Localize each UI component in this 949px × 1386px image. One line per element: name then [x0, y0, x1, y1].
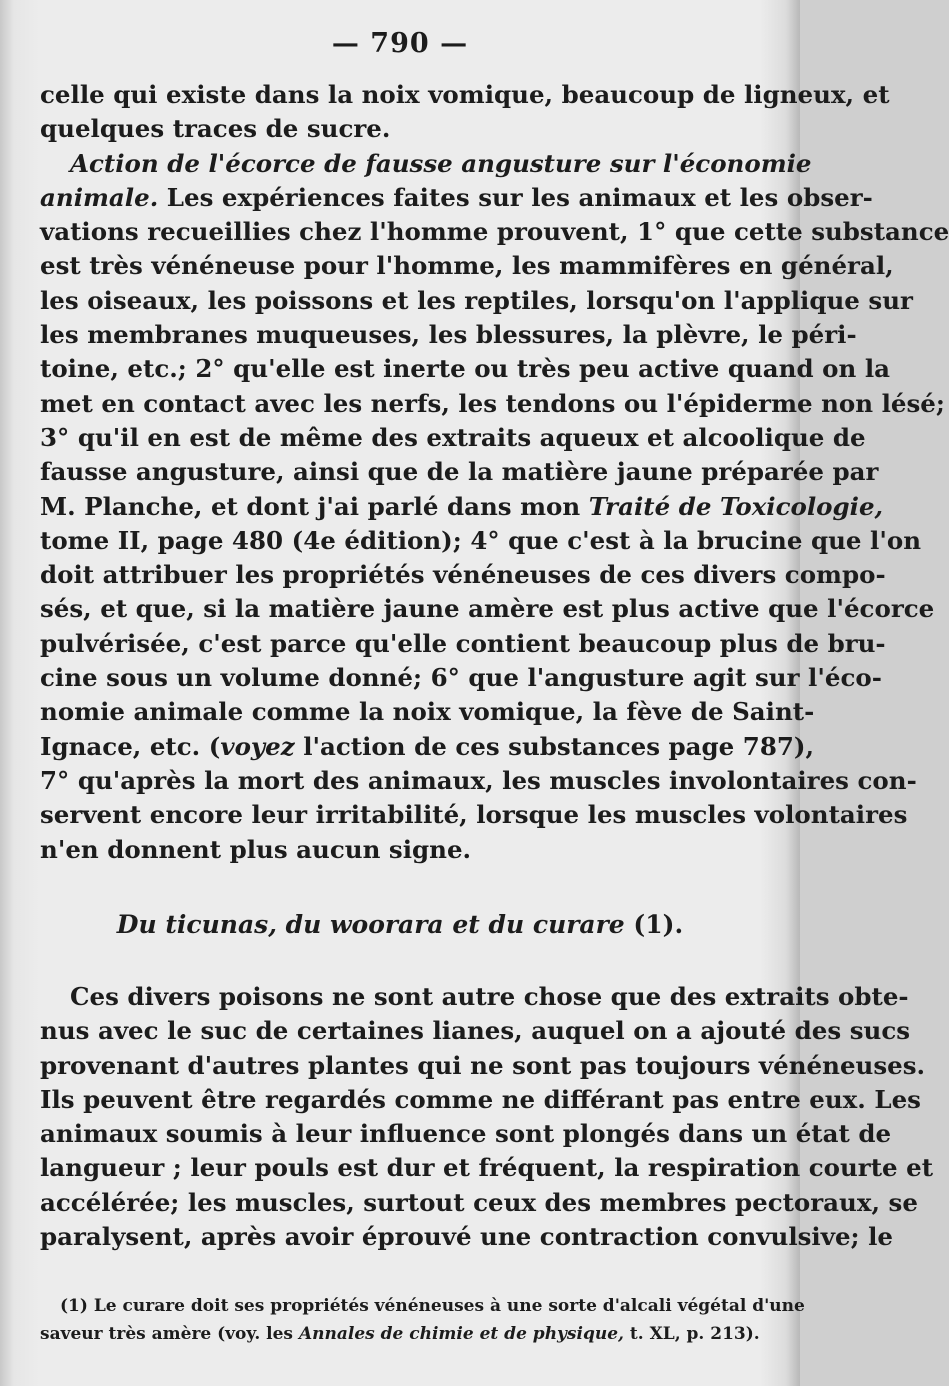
text-span: M. Planche, et dont j'ai parlé dans mon — [40, 491, 581, 521]
text-line: toine, etc.; 2° qu'elle est inerte ou très peu active quand on la — [40, 354, 891, 384]
footnote — [40, 1292, 805, 1348]
text-line: 3° qu'il en est de même des extraits aqueux et alcoolique de — [40, 422, 866, 452]
text-span-italic: voyez — [220, 731, 295, 761]
text-line: doit attribuer les propriétés vénéneuses de ces divers compo- — [40, 560, 886, 590]
text-line: tome II, page 480 (4e édition); 4° que c'est à la brucine que l'on — [40, 525, 922, 555]
subsection-title: Action de l'écorce de fausse angusture sur l'économie — [70, 148, 812, 178]
text-line: fausse angusture, ainsi que de la matière jaune préparée par — [40, 457, 879, 487]
paragraph-angusture — [40, 78, 949, 867]
text-line: nomie animale comme la noix vomique, la fève de Saint- — [40, 697, 815, 727]
page-number: — 790 — — [331, 28, 469, 59]
text-line: sés, et que, si la matière jaune amère est plus active que l'écorce — [40, 594, 935, 624]
text-span: l'action de ces substances page 787), — [303, 731, 815, 761]
text-line: provenant d'autres plantes qui ne sont pas toujours vénéneuses. — [40, 1050, 926, 1080]
text-line: servent encore leur irritabilité, lorsque les muscles volontaires — [40, 800, 908, 830]
text-span: Ignace, etc. ( — [40, 731, 221, 761]
text-line: les membranes muqueuses, les blessures, la plèvre, le péri- — [40, 320, 857, 350]
journal-title: Annales de chimie et de physique, — [298, 1324, 624, 1344]
text-line: 7° qu'après la mort des animaux, les muscles involontaires con- — [40, 765, 917, 795]
text-line: met en contact avec les nerfs, les tendons ou l'épiderme non lésé; — [40, 388, 945, 418]
text-line — [40, 181, 873, 215]
subsection-title-end: animale. — [40, 182, 159, 212]
footnote-line — [40, 1320, 760, 1348]
text-line: Ils peuvent être regardés comme ne différant pas entre eux. Les — [40, 1084, 921, 1114]
text-span: t. XL, p. 213). — [629, 1324, 760, 1344]
text-span: Les expériences faites sur les animaux et les obser- — [166, 182, 873, 212]
text-line: celle qui existe dans la noix vomique, beaucoup de ligneux, et — [40, 80, 890, 109]
text-line: Ces divers poisons ne sont autre chose que des extraits obte- — [70, 982, 909, 1011]
text-line: paralysent, après avoir éprouvé une contraction convulsive; le — [40, 1222, 894, 1252]
footnote-ref: (1). — [633, 910, 684, 939]
text-line: cine sous un volume donné; 6° que l'angusture agit sur l'éco- — [40, 663, 882, 693]
section-heading — [0, 910, 800, 939]
text-line: n'en donnent plus aucun signe. — [40, 834, 472, 864]
text-line — [40, 730, 815, 764]
text-line: accélérée; les muscles, surtout ceux des membres pectoraux, se — [40, 1187, 918, 1217]
text-line: est très vénéneuse pour l'homme, les mammifères en général, — [40, 251, 894, 281]
text-line: quelques traces de sucre. — [40, 114, 391, 144]
text-line — [40, 490, 884, 524]
text-line: nus avec le suc de certaines lianes, auquel on a ajouté des sucs — [40, 1016, 911, 1046]
book-title: Traité de Toxicologie, — [588, 491, 884, 521]
section-heading-text: Du ticunas, du woorara et du curare — [116, 910, 625, 939]
paragraph-curare — [40, 980, 934, 1254]
text-line: animaux soumis à leur influence sont plongés dans un état de — [40, 1119, 892, 1149]
text-line: vations recueillies chez l'homme prouvent, 1° que cette substance — [40, 217, 949, 247]
text-line: les oiseaux, les poissons et les reptiles, lorsqu'on l'applique sur — [40, 285, 913, 315]
text-line: pulvérisée, c'est parce qu'elle contient beaucoup plus de bru- — [40, 628, 886, 658]
text-line: langueur ; leur pouls est dur et fréquent, la respiration courte et — [40, 1153, 934, 1183]
text-span: saveur très amère (voy. les — [40, 1324, 294, 1344]
footnote-line: (1) Le curare doit ses propriétés vénéneuses à une sorte d'alcali végétal d'une — [60, 1296, 805, 1316]
